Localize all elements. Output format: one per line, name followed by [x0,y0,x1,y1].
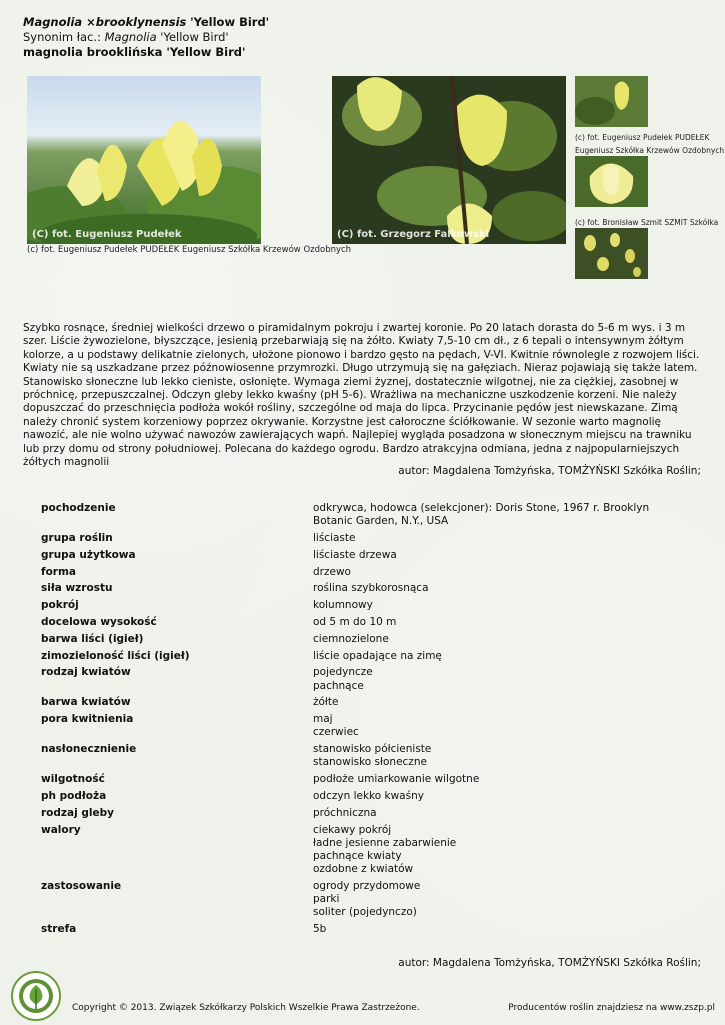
cultivar-name: 'Yellow Bird' [190,15,270,29]
property-values [313,502,681,528]
properties-table [41,502,681,940]
property-label: siła wzrostu [41,582,113,595]
property-row [41,824,681,877]
property-values [313,807,681,820]
property-values [313,582,681,595]
thumbnail-1-caption-line2: Eugeniusz Szkółka Krzewów Ozdobnych [575,146,725,155]
property-values [313,549,681,562]
property-row [41,502,681,528]
property-row [41,650,681,663]
producers-link[interactable]: Producentów roślin znajdziesz na www.zszp.pl [508,1003,715,1013]
synonym-genus: Magnolia [104,30,157,44]
property-row [41,773,681,786]
property-values [313,566,681,579]
property-value: drzewo [313,565,351,578]
property-value: ogrody przydomowe [313,879,421,892]
thumbnail-2[interactable] [575,156,648,207]
property-value: pachnące kwiaty [313,849,402,862]
property-values [313,696,681,709]
polish-name: magnolia brooklińska 'Yellow Bird' [23,45,246,59]
property-value: od 5 m do 10 m [313,615,397,628]
property-value: ciekawy pokrój [313,823,392,836]
latin-name-line [23,15,269,30]
property-label: barwa liści (igieł) [41,632,144,645]
copyright-text: Copyright © 2013. Związek Szkółkarzy Polskich Wszelkie Prawa Zastrzeżone. [72,1003,420,1013]
property-value: liściaste [313,532,356,544]
property-label: zimozieloność liści (igieł) [41,649,190,662]
property-value: ciemnozielone [313,632,389,645]
property-value: kolumnowy [313,599,373,612]
property-row [41,616,681,629]
property-values [313,616,681,629]
property-label: pora kwitnienia [41,713,134,726]
property-value: 5b [313,923,327,936]
main-photo-2[interactable] [332,76,566,244]
property-row [41,549,681,562]
property-values [313,824,681,877]
main-photo-1-caption: (c) fot. Eugeniusz Pudełek PUDEŁEK Eugeniusz Szkółka Krzewów Ozdobnych [27,245,352,255]
property-row [41,532,681,545]
property-row [41,743,681,769]
property-label: nasłonecznienie [41,743,137,756]
property-row [41,666,681,692]
property-row [41,790,681,803]
property-label: ph podłoża [41,789,107,802]
thumbnail-1[interactable] [575,76,648,127]
plant-header [23,15,269,60]
property-row [41,582,681,595]
property-label: rodzaj gleby [41,806,114,819]
property-value: ładne jesienne zabarwienie [313,836,457,849]
synonym-cultivar: 'Yellow Bird' [156,30,229,44]
property-row [41,696,681,709]
property-value: stanowisko półcieniste [313,743,432,756]
property-value: pachnące [313,679,364,692]
property-label: pokrój [41,599,79,612]
property-value: odczyn lekko kwaśny [313,789,424,802]
property-label: wilgotność [41,773,105,786]
property-values [313,773,681,786]
property-label: grupa roślin [41,532,113,544]
property-value: odkrywca, hodowca (selekcjoner): Doris Stone, 1967 r. Brooklyn Botanic Garden, N.Y., USA [313,502,650,528]
property-values [313,532,681,545]
property-value: soliter (pojedynczo) [313,906,417,919]
property-value: parki [313,893,340,906]
author-line-2: autor: Magdalena Tomżyńska, TOMŻYŃSKI Szkółka Roślin; [398,957,701,969]
property-value: roślina szybkorosnąca [313,582,429,595]
property-values [313,923,681,936]
synonym-line [23,30,269,45]
thumbnail-2-caption: (c) fot. Bronisław Szmit SZMIT Szkółka [575,218,719,227]
main-photo-1[interactable] [27,76,261,244]
property-label: walory [41,823,81,836]
property-value: maj [313,713,333,726]
plant-description: Szybko rosnące, średniej wielkości drzewo o piramidalnym pokroju i zwartej koronie. Po 20 latach dorasta do 5-6 m wys. i 3 m szer. Liście żywozielone, błyszczące, jesienią przebarwiają się na żółto. Kwiaty 7,5-10 cm dł., z 6 tepali o intensywnym żółtym kolorze, a u podstawy delikatnie zielonych, ułożone pionowo i bardzo gęsto na pędach, V-VI. Kwitnie równolegle z rozwojem liści. Kwiaty nie są uszkadzane przez późnowiosenne przymrozki. Długo utrzymują się na gałęziach. Nieraz pojawiają się także latem. Stanowisko słoneczne lub lekko cieniste, osłonięte. Wymaga ziemi żyznej, dostatecznie wilgotnej, nie za ciężkiej, zasobnej w próchnicę, przepuszczalnej. Odczyn gleby lekko kwaśny (pH 5-6). Wrażliwa na mechaniczne uszkodzenie korzeni. Nie należy dopuszczać do przeschnięcia podłoża wokół rośliny, szczególne od maja do lipca. Przycinanie pędów jest niewskazane. Zimą należy chronić system korzeniowy poprzez okrywanie. Korzystne jest całoroczne ściółkowanie. W sezonie warto magnolię nawozić, ale nie wolno używać nawozów zawierających wapń. Najlepiej wygląda posadzona w słonecznym miejscu na trawniku lub przy domu od strony południowej. Polecana do każdego ogrodu. Bardzo atrakcyjna odmiana, jedna z najpopularniejszych żółtych magnolii [23,322,700,469]
property-label: pochodzenie [41,502,116,514]
property-label: rodzaj kwiatów [41,666,131,679]
author-line-1: autor: Magdalena Tomżyńska, TOMŻYŃSKI Szkółka Roślin; [398,465,701,477]
property-value: czerwiec [313,726,359,739]
property-value: liście opadające na zimę [313,649,442,662]
photo-watermark: (C) fot. Eugeniusz Pudełek [32,229,182,240]
photo-watermark: (C) fot. Grzegorz Falkowski [337,229,490,240]
property-label: forma [41,565,76,578]
property-row [41,713,681,739]
property-value: żółte [313,696,339,709]
thumbnail-1-caption-line1: (c) fot. Eugeniusz Pudełek PUDEŁEK [575,133,710,142]
property-values [313,633,681,646]
zszp-logo [11,971,61,1021]
property-value: próchniczna [313,806,377,819]
property-value: pojedyncze [313,666,373,679]
property-values [313,880,681,920]
property-values [313,790,681,803]
property-label: barwa kwiatów [41,696,131,709]
property-values [313,713,681,739]
property-row [41,599,681,612]
property-row [41,880,681,920]
property-row [41,807,681,820]
latin-name: Magnolia ×brooklynensis [23,15,187,29]
property-value: stanowisko słoneczne [313,756,427,769]
property-label: grupa użytkowa [41,548,136,561]
property-values [313,599,681,612]
synonym-prefix: Synonim łac.: [23,30,105,44]
property-row [41,923,681,936]
property-value: ozdobne z kwiatów [313,863,414,876]
property-values [313,650,681,663]
property-value: podłoże umiarkowanie wilgotne [313,773,480,786]
property-value: liściaste drzewa [313,548,397,561]
property-label: docelowa wysokość [41,615,157,628]
property-values [313,666,681,692]
property-row [41,566,681,579]
property-label: strefa [41,923,77,936]
property-label: zastosowanie [41,879,122,892]
property-values [313,743,681,769]
thumbnail-3[interactable] [575,228,648,279]
property-row [41,633,681,646]
